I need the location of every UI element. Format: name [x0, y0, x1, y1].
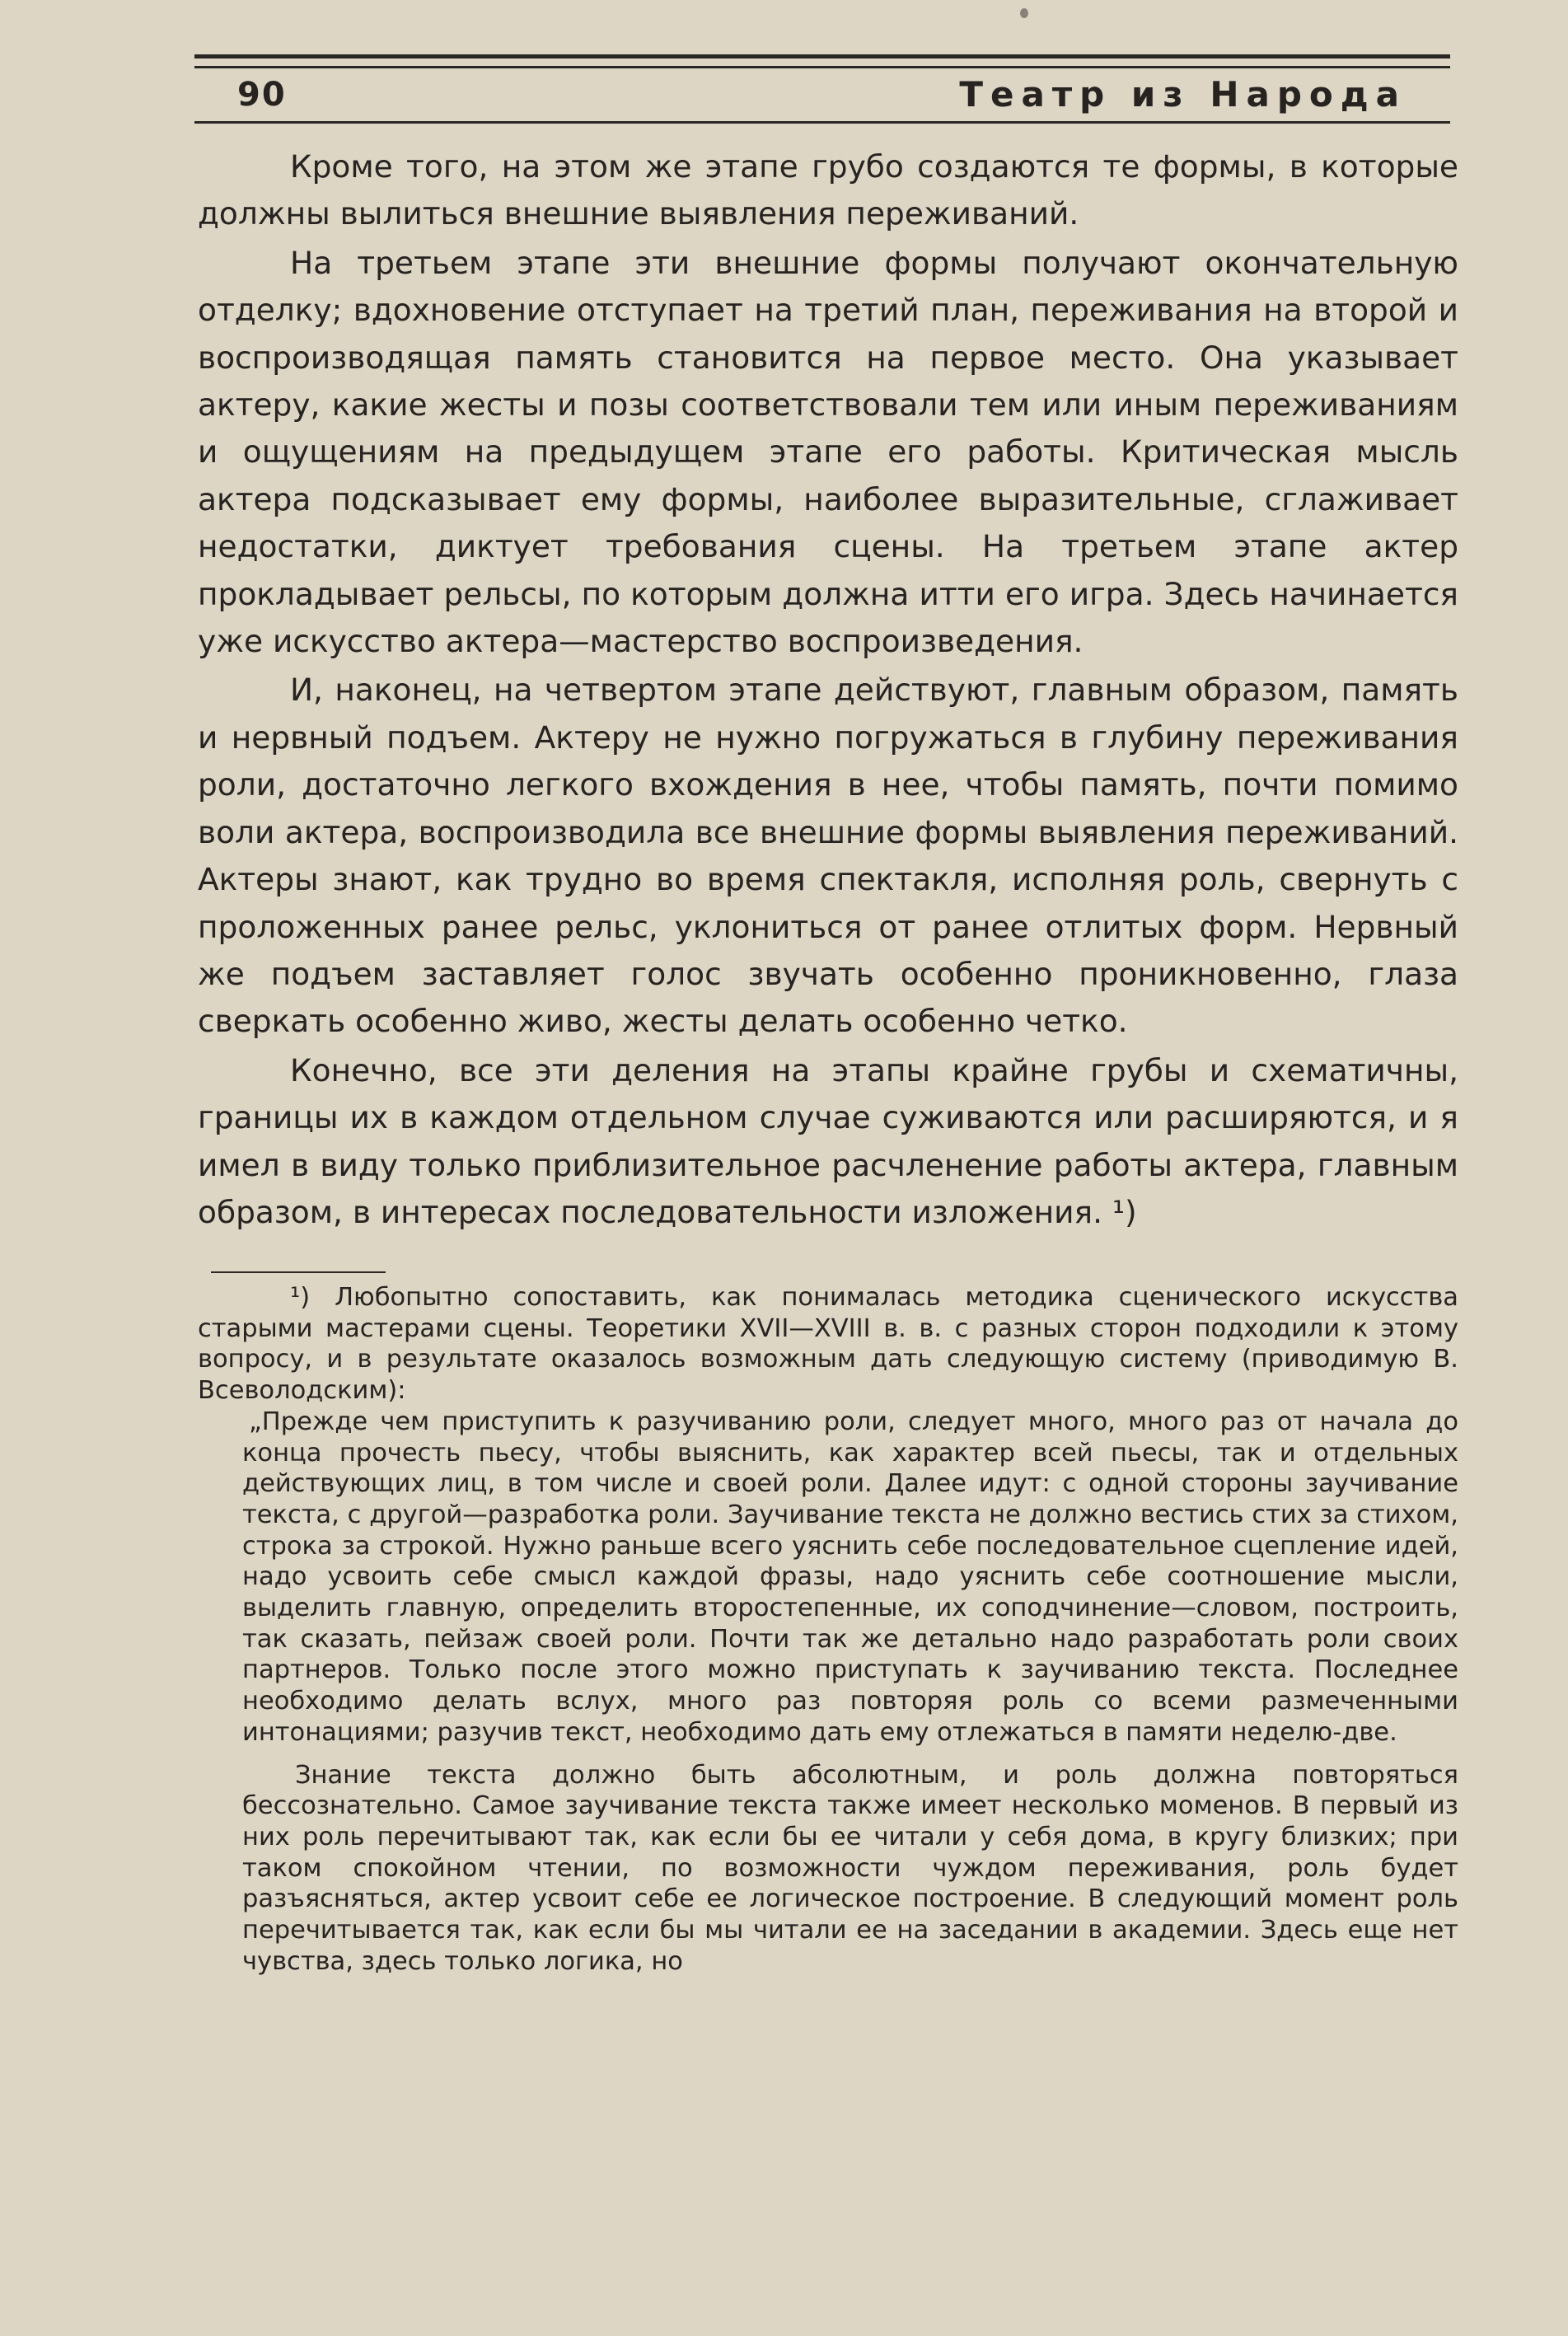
running-title: Театр из Народа: [959, 74, 1407, 115]
footnote: [198, 1282, 1458, 1977]
footnote-quote: Знание текста должно быть абсолютным, и роль должна повторяться бессознательно. Самое заучивание текста также имеет несколько моменов. В первый из них роль перечитывают так, как если бы ее читали у себя дома, в кругу близких; при таком спокойном чтении, по возможности чуждом переживания, роль будет разъясняться, актер усвоит себе ее логическое построение. В следующий момент роль перечитывается так, как если бы мы читали ее на заседании в академии. Здесь еще нет чувства, здесь только логика, но: [242, 1760, 1458, 1976]
header-bottom-rule: [194, 121, 1450, 124]
ink-dot: [1020, 8, 1028, 18]
paragraph: Кроме того, на этом же этапе грубо создаются те формы, в которые должны вылиться внешние выявления переживаний.: [198, 148, 1458, 232]
header-double-rule: [194, 66, 1450, 68]
page-number: 90: [237, 76, 287, 114]
paragraph: И, наконец, на четвертом этапе действуют, главным образом, память и нервный подъем. Актеру не нужно погружаться в глубину переживания роли, достаточно легкого вхождения в нее, чтобы память, почти помимо воли актера, воспроизводила все внешние формы выявления переживаний. Актеры знают, как трудно во время спектакля, исполняя роль, свернуть с проложенных ранее рельс, уклониться от ранее отлитых форм. Нервный же подъем заставляет голос звучать особенно проникновенно, глаза сверкать особенно живо, жесты делать особенно четко.: [198, 672, 1458, 1040]
header-top-rule: [194, 54, 1450, 59]
paragraph: Конечно, все эти деления на этапы крайне грубы и схематичны, границы их в каждом отдельном случае суживаются или расширяются, и я имел в виду только приблизительное расчленение работы актера, главным образом, в интересах последовательности изложения. ¹): [198, 1051, 1458, 1230]
paragraph: На третьем этапе эти внешние формы получают окончательную отделку; вдохновение отступает на третий план, переживания на второй и воспроизводящая память становится на первое место. Она указывает актеру, какие жесты и позы соответствовали тем или иным переживаниям и ощущениям на предыдущем этапе его работы. Критическая мысль актера подсказывает ему формы, наиболее выразительные, сглаживает недостатки, диктует требования сцены. На третьем этапе актер прокладывает рельсы, по которым должна итти его игра. Здесь начинается уже искусство актера—мастерство воспроизведения.: [198, 244, 1458, 660]
footnote-intro: ¹) Любопытно сопоставить, как понималась методика сценического искусства старыми мастерами сцены. Теоретики XVII—XVIII в. в. с разных сторон подходили к этому вопросу, и в результате оказалось возможным дать следующую систему (приводимую В. Всеволодским):: [198, 1283, 1458, 1406]
main-text: [198, 143, 1458, 1236]
footnote-quote: „Прежде чем приступить к разучиванию роли, следует много, много раз от начала до конца прочесть пьесу, чтобы выяснить, как характер всей пьесы, так и отдельных действующих лиц, в том числе и своей роли. Далее идут: с одной стороны заучивание текста, с другой—разработка роли. Заучивание текста не должно вестись стих за стихом, строка за строкой. Нужно раньше всего уяснить себе последовательное сцепление идей, надо усвоить себе смысл каждой фразы, надо уяснить себе соотношение мысли, выделить главную, определить второстепенные, их соподчинение—словом, построить, так сказать, пейзаж своей роли. Почти так же детально надо разработать роли своих партнеров. Только после этого можно приступать к заучиванию текста. Последнее необходимо делать вслух, много раз повторяя роль со всеми размеченными интонациями; разучив текст, необходимо дать ему отлежаться в памяти неделю-две.: [242, 1407, 1458, 1747]
footnote-separator: [211, 1271, 386, 1273]
